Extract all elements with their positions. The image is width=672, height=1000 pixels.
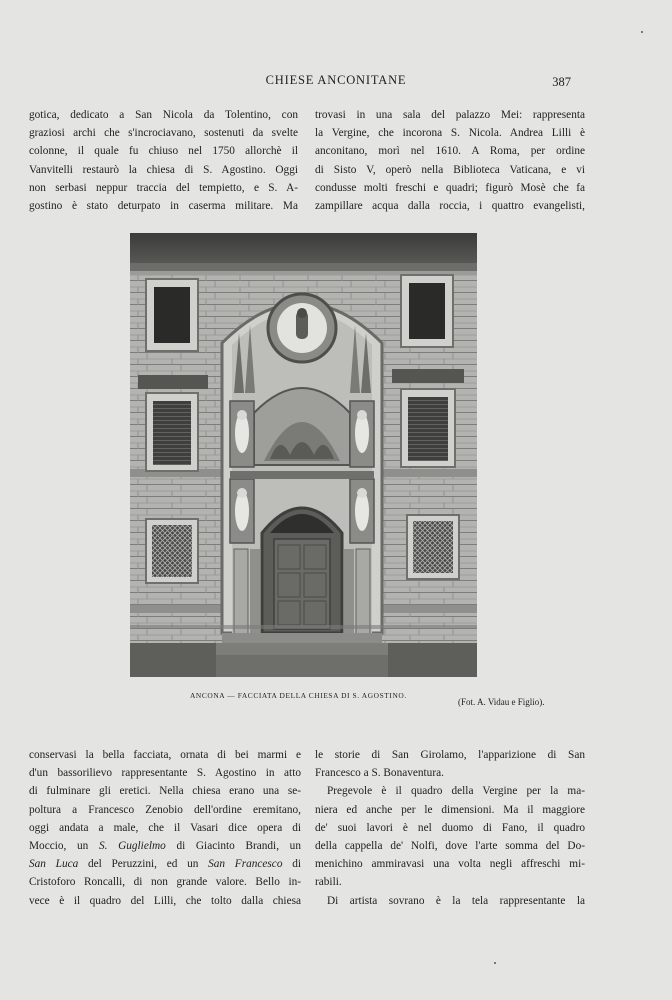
bottom-right-column bbox=[315, 746, 585, 910]
text-line: d'un bassorilievo rappresentante S. Agostino in atto bbox=[29, 767, 301, 780]
artwork-title: San Luca bbox=[29, 858, 79, 871]
text-line bbox=[29, 837, 301, 855]
text-line bbox=[29, 855, 301, 873]
artwork-title: S. Guglielmo bbox=[98, 840, 166, 853]
top-left-column bbox=[29, 106, 298, 215]
text-line: menichino ammiravasi una volta negli affreschi mi- bbox=[315, 858, 585, 871]
text-line: rabili. bbox=[315, 876, 342, 889]
text-line: zampillare acqua dalla roccia, i quattro evangelisti, bbox=[315, 200, 585, 213]
text-line: poltura a Francesco Zenobio dell'ordine eremitano, bbox=[29, 803, 301, 816]
text-line: Vanvitelli restaurò la chiesa di S. Agostino. Oggi bbox=[29, 163, 298, 176]
text-run: di Giacinto Brandi, un bbox=[165, 840, 301, 853]
text-line: Pregevole è il quadro della Vergine per la ma- bbox=[327, 785, 585, 798]
bottom-left-column bbox=[29, 746, 301, 910]
text-run: Moccio, un bbox=[29, 840, 99, 853]
text-line: non serbasi neppur traccia del tempietto, e S. A- bbox=[29, 181, 298, 194]
artwork-title: San Francesco bbox=[208, 858, 283, 871]
text-line: Di artista sovrano è la tela rappresentante la bbox=[327, 894, 585, 907]
text-line: gotica, dedicato a San Nicola da Tolentino, con bbox=[29, 109, 298, 121]
text-line: niera ed anche per le dimensioni. Ma il maggiore bbox=[315, 803, 585, 816]
text-line: Cristoforo Roncalli, di non grande valore. Bello in- bbox=[29, 876, 301, 889]
text-line: di Sisto V, operò nella Biblioteca Vaticana, e vi bbox=[315, 163, 585, 176]
text-run: di bbox=[282, 858, 301, 871]
text-line: di fulminare gli eretici. Nella chiesa erano una se- bbox=[29, 785, 301, 798]
paper-speck bbox=[641, 31, 643, 33]
text-line: anconitano, morì nel 1610. A Roma, per ordine bbox=[315, 145, 585, 158]
church-facade-photograph bbox=[130, 233, 477, 677]
running-header: CHIESE ANCONITANE bbox=[265, 73, 407, 87]
photo-credit: (Fot. A. Vidau e Figlio). bbox=[458, 697, 545, 707]
text-line: gostino è stato deturpato in caserma militare. Ma bbox=[29, 200, 298, 213]
text-line: graziosi archi che s'incrociavano, sostenuti da svelte bbox=[29, 127, 298, 140]
text-line: le storie di San Girolamo, l'apparizione di San bbox=[315, 749, 585, 761]
text-run: del Peruzzini, ed un bbox=[78, 858, 209, 871]
page-number: 387 bbox=[552, 75, 571, 89]
text-line: colonne, il quale fu chiuso nel 1750 allorchè il bbox=[29, 145, 298, 158]
paper-speck bbox=[494, 962, 496, 964]
text-line: conservasi la bella facciata, ornata di bei marmi e bbox=[29, 749, 301, 761]
text-line: la Vergine, che incorona S. Nicola. Andrea Lilli è bbox=[315, 127, 585, 140]
text-line: della cappella de' Nolfi, dove l'arte somma del Do- bbox=[315, 840, 585, 853]
top-right-column bbox=[315, 106, 585, 215]
text-line: vece è il quadro del Lilli, che tolto dalla chiesa bbox=[29, 894, 301, 907]
text-line: de' suoi lavori è nel duomo di Fano, il quadro bbox=[315, 821, 585, 834]
text-line: Francesco a S. Bonaventura. bbox=[315, 767, 444, 780]
text-line: oggi andata a male, che il Vasari dice opera di bbox=[29, 821, 301, 834]
text-line: condusse molti freschi e quadri; figurò Mosè che fa bbox=[315, 181, 585, 194]
text-line: trovasi in una sala del palazzo Mei: rappresenta bbox=[315, 109, 585, 121]
figure-caption: ANCONA — FACCIATA DELLA CHIESA DI S. AGOSTINO. bbox=[190, 691, 407, 700]
